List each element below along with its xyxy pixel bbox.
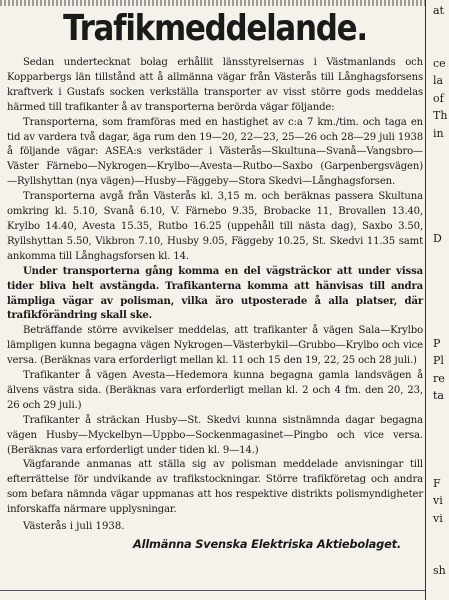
adjacent-column-letters: at (433, 4, 444, 17)
adjacent-column-letters: la (433, 74, 444, 87)
paragraph-sala-krylbo: Beträffande större avvikelser meddelas, att trafikanter å vägen Sala—Krylbo lämpligen kunna begagna vägen Nykrogen—Västerbykil—Grubbo—Krylbo och vice versa. (Beräknas vara erforderligt mellan kl. 11 och 15 den 19, 22, 25 och 28 juli.) (7, 325, 423, 367)
adjacent-column-letters: sh (433, 564, 446, 577)
adjacent-column-letters: P (433, 336, 441, 350)
adjacent-column-letters: D (433, 231, 442, 245)
paragraph-schedule: Transporterna, som framföras med en hastighet av c:a 7 km./tim. och taga en tid av vardera två dagar, äga rum den 19—20, 22—23, 25—26 och 28—29 juli 1938 å följande vägar: ASEA:s verkstäder i Västerås—Skultuna—Svanå—Vangsbro—Väster Färnebo—Nykrogen—Krylbo—Avesta—Rutbo—Saxbo (Garpenbergsvägen)—Ryllshyttan (nya vägen)—Husby—Fäggeby—Stora Skedvi—Långhagsforsen. (7, 116, 423, 188)
adjacent-column-letters: of (433, 91, 444, 105)
paragraph-avesta-hedemora: Trafikanter å vägen Avesta—Hedemora kunna begagna gamla landsvägen å älvens västra sida. (Beräknas vara erforderligt mellan kl. 2 och 4 fm. den 20, 23, 26 och 29 juli.) (7, 370, 423, 411)
paragraph-instructions: Vägfarande anmanas att ställa sig av polisman meddelade anvisningar till efterrättelse för undvikande av trafikstockningar. Större trafikföretag och andra som befara nämnda vägar uppmanas att hos respektive distrikts polismyndigheter inforskaffa närmare upplysningar. (7, 459, 423, 516)
signature: Allmänna Svenska Elektriska Aktiebolaget. (133, 537, 401, 551)
paragraph-intro: Sedan undertecknat bolag erhållit länsstyrelsernas i Västmanlands och Kopparbergs län tillstånd att å allmänna vägar från Västerås till Långhagsforsens kraftverk i Gustafs socken verkställa transporter av visst större gods meddelas härmed till trafikanter å av transporterna berörda vägar följande: (7, 57, 423, 113)
adjacent-column-letters: Th (433, 109, 448, 122)
adjacent-column-letters: vi (433, 494, 443, 507)
traffic-notice-article (7, 8, 423, 551)
adjacent-column-fragment (431, 0, 449, 600)
adjacent-column-letters: Pl (433, 354, 444, 367)
adjacent-column-letters: vi (433, 511, 443, 525)
headline: Trafikmeddelande. (63, 8, 367, 49)
adjacent-column-letters: in (433, 126, 444, 140)
adjacent-column-letters: ta (433, 389, 444, 402)
paragraph-timetable: Transporterna avgå från Västerås kl. 3,15 m. och beräknas passera Skultuna omkring kl. 5.10, Svanå 6.10, V. Färnebo 9.35, Brobacke 11, Brovallen 13.40, Krylbo 14.40, Avesta 15.35, Rutbo 16.25 (uppehåll till nästa dag), Saxbo 3.50, Ryllshyttan 5.50, Vikbron 7.10, Husby 9.05, Fäggeby 10.25, St. Skedvi 11.35 samt ankomma till Långhagsforsen kl. 14. (7, 191, 423, 262)
column-divider (425, 0, 426, 600)
top-border-rule (0, 0, 425, 6)
dateline: Västerås i juli 1938. (23, 521, 125, 533)
adjacent-column-letters: F (433, 476, 441, 490)
adjacent-column-letters: re (433, 371, 445, 385)
bottom-border-rule (0, 590, 425, 591)
adjacent-column-letters: ce (433, 56, 446, 70)
paragraph-road-closures: Under transporterna gång komma en del vägsträckor att under vissa tider bliva helt avstängda. Trafikanterna komma att hänvisas till andra lämpliga vägar av polisman, vilka äro utposterade å alla platser, där trafikförändring skall ske. (7, 265, 423, 322)
paragraph-husby-skedvi: Trafikanter å sträckan Husby—St. Skedvi kunna sistnämnda dagar begagna vägen Husby—Myckelbyn—Uppbo—Sockenmagasinet—Pingbo och vice versa. (Beräknas vara erforderligt under tiden kl. 9—14.) (7, 414, 423, 456)
